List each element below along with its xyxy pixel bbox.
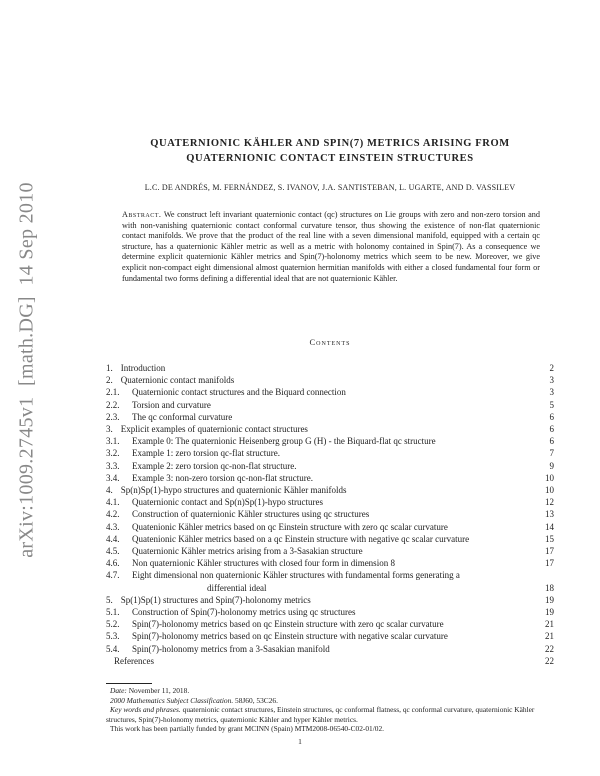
toc-entry[interactable]: [106, 399, 554, 411]
title-line: QUATERNIONIC KÄHLER AND SPIN(7) METRICS ARISING FROM: [150, 138, 510, 149]
toc-title: Spin(7)-holonomy metrics based on qc Einstein structure with zero qc scalar curvature: [132, 619, 444, 630]
authors: L.C. DE ANDRÉS, M. FERNÁNDEZ, S. IVANOV, J.A. SANTISTEBAN, L. UGARTE, AND D. VASSILEV: [144, 183, 516, 192]
toc-page: 19: [545, 607, 554, 618]
toc-number: 5.2.: [106, 619, 120, 630]
toc-number: 3.2.: [106, 448, 120, 459]
toc-number: 2.3.: [106, 411, 120, 422]
toc-entry[interactable]: [106, 411, 554, 423]
toc-entry[interactable]: [106, 545, 554, 557]
toc-title: Quaternionic contact structures and the Biquard connection: [132, 387, 346, 398]
abstract: [122, 210, 540, 284]
toc-page: 22: [545, 643, 554, 654]
toc-entry[interactable]: [106, 569, 554, 593]
toc-entry[interactable]: [106, 386, 554, 398]
toc-title: The qc conformal curvature: [132, 411, 233, 422]
footnotes: [106, 686, 556, 734]
title-line: QUATERNIONIC CONTACT EINSTEIN STRUCTURES: [186, 153, 474, 164]
toc-page: 14: [545, 521, 554, 532]
toc-entry[interactable]: [106, 374, 554, 386]
toc-number: 3.: [106, 424, 113, 435]
toc-title: Quaternionic Kähler metrics arising from a 3-Sasakian structure: [132, 546, 363, 557]
toc-number: 3.4.: [106, 472, 120, 483]
toc-page: 10: [545, 472, 554, 483]
toc-title: Quaternionic contact and Sp(n)Sp(1)-hypo structures: [132, 497, 323, 508]
toc-title: References: [114, 655, 154, 666]
toc-page: 21: [545, 631, 554, 642]
toc-number: 5.3.: [106, 631, 120, 642]
toc-page: 21: [545, 619, 554, 630]
toc-title: Sp(n)Sp(1)-hypo structures and quaternionic Kähler manifolds: [120, 485, 347, 496]
toc-number: 5.1.: [106, 607, 120, 618]
toc-title: Quatenionic Kähler metrics based on a qc Einstein structure with negative qc scalar curvature: [132, 533, 470, 544]
page-number: 1: [298, 737, 302, 746]
toc-page: 19: [545, 594, 554, 605]
toc-page: 6: [549, 424, 554, 435]
toc-number: 4.6.: [106, 558, 120, 569]
toc-number: 4.2.: [106, 509, 120, 520]
toc-page: 6: [549, 411, 554, 422]
toc-page: 15: [545, 533, 554, 544]
toc-page: 3: [549, 375, 554, 386]
arxiv-stamp: arXiv:1009.2745v1 [math.DG] 14 Sep 2010: [15, 182, 38, 558]
toc-title: Introduction: [120, 363, 166, 373]
toc-entry[interactable]: [106, 484, 554, 496]
toc-number: 3.1.: [106, 436, 120, 447]
abstract-label: Abstract.: [122, 210, 162, 219]
toc-number: 4.5.: [106, 546, 120, 557]
toc-number: 4.: [106, 485, 113, 496]
toc-title: Sp(1)Sp(1) structures and Spin(7)-holonomy metrics: [120, 594, 311, 605]
toc-entry[interactable]: [106, 460, 554, 472]
toc-number: 5.: [106, 594, 113, 605]
toc-page: 3: [549, 387, 554, 398]
toc-number: 4.1.: [106, 497, 120, 508]
toc-page: 5: [549, 399, 554, 410]
toc-page: 17: [545, 558, 554, 569]
toc-number: 2.: [106, 375, 113, 386]
toc-page: 9: [549, 460, 554, 471]
toc-title: Explicit examples of quaternionic contact structures: [120, 424, 308, 435]
footnote-date: Date: November 11, 2018.: [110, 686, 190, 695]
toc-title: Example 0: The quaternionic Heisenberg group G (H) - the Biquard-flat qc structure: [132, 436, 436, 447]
toc-entry[interactable]: [106, 594, 554, 606]
footnote-rule: [106, 683, 152, 684]
toc-number: 2.2.: [106, 399, 120, 410]
toc-page: 22: [545, 655, 554, 666]
toc-page: 18: [545, 582, 554, 593]
toc-page: 2: [549, 363, 554, 373]
toc-title: Example 1: zero torsion qc-flat structure.: [132, 448, 280, 459]
toc-title: Non quaternionic Kähler structures with closed four form in dimension 8: [132, 558, 395, 569]
toc-entry[interactable]: [106, 655, 554, 667]
abstract-text: We construct left invariant quaternionic contact (qc) structures on Lie groups with zero and non-zero torsion and with non-vanishing quaternionic contact conformal curvature tensor, thus showing the existence of non-flat quaternionic contact manifolds. We prove that the product of the real line with a seven dimensional manifold, equipped with a certain qc structure, has a quaternionic Kähler metric as well as a metric with holonomy contained in Spin(7). As a consequence we determine explicit quaternionic Kähler metrics and Spin(7)-holonomy metrics which seem to be new. Moreover, we give explicit non-compact eight dimensional almost quaternion hermitian manifolds with either a closed fundamental four form or fundamental two forms defining a differential ideal that are not quaternionic Kähler.: [122, 210, 540, 283]
toc-entry[interactable]: [106, 521, 554, 533]
toc-entry[interactable]: [106, 362, 554, 374]
toc-page: 17: [545, 546, 554, 557]
toc-entry[interactable]: [106, 533, 554, 545]
toc-entry[interactable]: [106, 423, 554, 435]
toc-number: 5.4.: [106, 643, 120, 654]
toc-page: 12: [545, 497, 554, 508]
toc-entry[interactable]: [106, 643, 554, 655]
toc-number: 1.: [106, 363, 113, 373]
toc-number: 4.3.: [106, 521, 120, 532]
toc-number: 4.4.: [106, 533, 120, 544]
footnote-keywords: Key words and phrases. quaternionic contact structures, Einstein structures, qc conformal flatness, qc conformal curvature, quaternionic Kähler structures, Spin(7)-holonomy metrics, quaternionic Kähler and hyper Kähler metrics.: [106, 705, 535, 724]
toc-page: 10: [545, 485, 554, 496]
toc-title: Example 2: zero torsion qc-non-flat structure.: [132, 460, 297, 471]
toc-entry[interactable]: [106, 606, 554, 618]
toc-page: 6: [549, 436, 554, 447]
toc-page: 13: [545, 509, 554, 520]
toc-title: Spin(7)-holonomy metrics from a 3-Sasakian manifold: [132, 643, 330, 654]
toc-title: Construction of Spin(7)-holonomy metrics using qc structures: [132, 607, 356, 618]
toc-entry[interactable]: [106, 496, 554, 508]
footnote-msc: 2000 Mathematics Subject Classification. 58J60, 53C26.: [110, 695, 278, 705]
toc-entry[interactable]: [106, 508, 554, 520]
contents-heading: Contents: [309, 337, 351, 347]
toc-number: 2.1.: [106, 387, 120, 398]
toc-entry[interactable]: [106, 435, 554, 447]
table-of-contents: [106, 362, 554, 667]
toc-title: Quaternionic contact manifolds: [120, 375, 235, 386]
toc-entry[interactable]: [106, 472, 554, 484]
toc-title: Spin(7)-holonomy metrics based on qc Einstein structure with negative scalar curvature: [132, 631, 448, 642]
toc-entry[interactable]: [106, 447, 554, 459]
toc-entry[interactable]: [106, 618, 554, 630]
toc-title: Quatenionic Kähler metrics based on qc Einstein structure with zero qc scalar curvature: [132, 521, 448, 532]
toc-title: Torsion and curvature: [132, 399, 211, 410]
toc-entry[interactable]: [106, 557, 554, 569]
toc-number: 4.7.: [106, 570, 120, 581]
toc-entry[interactable]: [106, 630, 554, 642]
toc-page: 7: [549, 448, 554, 459]
toc-title: Eight dimensional non quaternionic Kähler structures with fundamental forms generating a differential ideal: [132, 570, 460, 593]
footnote-funding: This work has been partially funded by grant MCINN (Spain) MTM2008-06540-C02-01/02.: [110, 724, 385, 734]
paper-title: [100, 136, 560, 166]
toc-title: Example 3: non-zero torsion qc-non-flat structure.: [132, 472, 313, 483]
toc-number: 3.3.: [106, 460, 120, 471]
toc-title: Construction of quaternionic Kähler structures using qc structures: [132, 509, 370, 520]
